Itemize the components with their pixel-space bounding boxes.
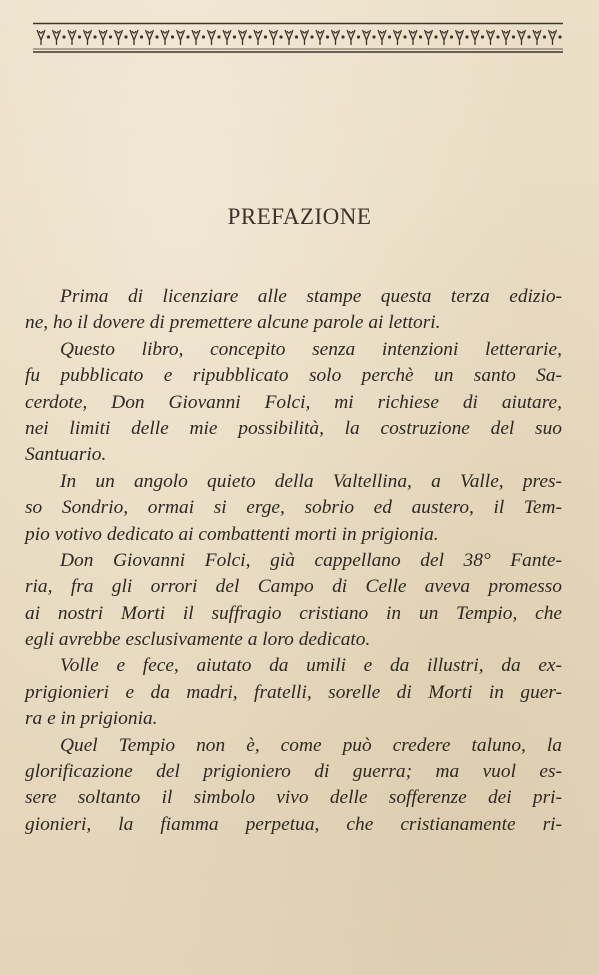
ornament-leaf	[347, 30, 355, 45]
ornament-leaf	[223, 30, 231, 45]
ornament-dot	[372, 35, 375, 38]
ornament-leaf	[146, 30, 154, 45]
ornament-leaf	[161, 30, 169, 45]
text-line: sere soltanto il simbolo vivo delle sofferenze dei pri-	[25, 787, 562, 809]
ornament-dot	[527, 35, 530, 38]
ornament-dot	[279, 35, 282, 38]
ornament-leaf	[285, 30, 293, 45]
text-line: Santuario.	[25, 444, 107, 466]
ornamental-header-border	[33, 22, 563, 54]
preface-body	[25, 284, 562, 838]
ornament-dot	[403, 35, 406, 38]
ornament-leaf	[177, 30, 185, 45]
text-line: ne, ho il dovere di premettere alcune parole ai lettori.	[25, 312, 441, 334]
ornament-dot	[217, 35, 220, 38]
ornament-dot	[295, 35, 298, 38]
ornament-leaf	[487, 30, 495, 45]
ornament-dot	[326, 35, 329, 38]
ornament-leaf	[502, 30, 510, 45]
ornament-leaf	[332, 30, 340, 45]
ornament-dot	[78, 35, 81, 38]
text-line: In un angolo quieto della Valtellina, a Valle, pres-	[60, 470, 562, 492]
ornament-leaf	[518, 30, 526, 45]
page-title: PREFAZIONE	[227, 204, 372, 229]
ornament-leaf	[37, 30, 45, 45]
ornament-dot	[202, 35, 205, 38]
ornament-leaf	[394, 30, 402, 45]
ornament-dot	[341, 35, 344, 38]
ornament-leaf	[270, 30, 278, 45]
ornament-leaf	[456, 30, 464, 45]
ornament-dot	[481, 35, 484, 38]
text-line: ria, fra gli orrori del Campo di Celle aveva promesso	[25, 576, 562, 598]
text-line: prigionieri e da madri, fratelli, sorelle di Morti in guer-	[25, 681, 562, 703]
ornament-leaf	[301, 30, 309, 45]
ornament-dot	[357, 35, 360, 38]
ornament-dot	[124, 35, 127, 38]
ornament-leaf	[115, 30, 123, 45]
ornament-dot	[109, 35, 112, 38]
ornament-dot	[419, 35, 422, 38]
ornament-dot	[512, 35, 515, 38]
ornament-dot	[155, 35, 158, 38]
ornament-leaf	[471, 30, 479, 45]
ornament-dot	[558, 35, 561, 38]
ornament-dot	[140, 35, 143, 38]
ornament-leaf	[192, 30, 200, 45]
ornament-leaf	[440, 30, 448, 45]
ornament-dot	[450, 35, 453, 38]
ornament-dot	[264, 35, 267, 38]
ornament-leaf	[239, 30, 247, 45]
ornament-leaf	[68, 30, 76, 45]
ornament-leaf	[533, 30, 541, 45]
text-line: Volle e fece, aiutato da umili e da illustri, da ex-	[60, 655, 562, 677]
text-line: ai nostri Morti il suffragio cristiano in un Tempio, che	[25, 602, 562, 624]
ornament-leaf	[409, 30, 417, 45]
text-line: ra e in prigionia.	[25, 708, 158, 730]
ornament-leaf	[363, 30, 371, 45]
text-line: pio votivo dedicato ai combattenti morti in prigionia.	[25, 523, 439, 545]
text-line: glorificazione del prigioniero di guerra; ma vuol es-	[25, 761, 562, 783]
ornament-leaf	[254, 30, 262, 45]
text-line: egli avrebbe esclusivamente a loro dedicato.	[25, 629, 371, 651]
text-line: Quel Tempio non è, come può credere taluno, la	[60, 734, 562, 756]
text-line: nei limiti delle mie possibilità, la costruzione del suo	[25, 417, 562, 439]
ornament-leaf	[99, 30, 107, 45]
ornament-leaf	[316, 30, 324, 45]
ornament-dot	[465, 35, 468, 38]
text-line: Prima di licenziare alle stampe questa terza edizio-	[60, 286, 562, 307]
ornament-leaf	[378, 30, 386, 45]
ornament-dot	[310, 35, 313, 38]
text-line: Don Giovanni Folci, già cappellano del 38° Fante-	[60, 549, 562, 571]
ornament-leaf	[130, 30, 138, 45]
ornament-dot	[186, 35, 189, 38]
ornament-leaf	[425, 30, 433, 45]
ornament-dot	[47, 35, 50, 38]
text-line: so Sondrio, ormai si erge, sobrio ed austero, il Tem-	[25, 497, 562, 519]
text-line: gionieri, la fiamma perpetua, che cristianamente ri-	[25, 813, 562, 835]
ornament-dot	[62, 35, 65, 38]
ornament-dot	[434, 35, 437, 38]
ornament-dot	[543, 35, 546, 38]
ornament-leaf	[84, 30, 92, 45]
ornament-dot	[248, 35, 251, 38]
ornament-leaf	[208, 30, 216, 45]
text-line: cerdote, Don Giovanni Folci, mi richiese di aiutare,	[25, 391, 562, 413]
text-line: Questo libro, concepito senza intenzioni letterarie,	[60, 338, 562, 360]
ornament-dot	[388, 35, 391, 38]
ornament-dot	[93, 35, 96, 38]
ornament-leaf	[549, 30, 557, 45]
ornament-leaf	[53, 30, 61, 45]
ornament-dot	[233, 35, 236, 38]
text-line: fu pubblicato e ripubblicato solo perchè un santo Sa-	[25, 365, 562, 387]
ornament-dot	[171, 35, 174, 38]
ornament-dot	[496, 35, 499, 38]
